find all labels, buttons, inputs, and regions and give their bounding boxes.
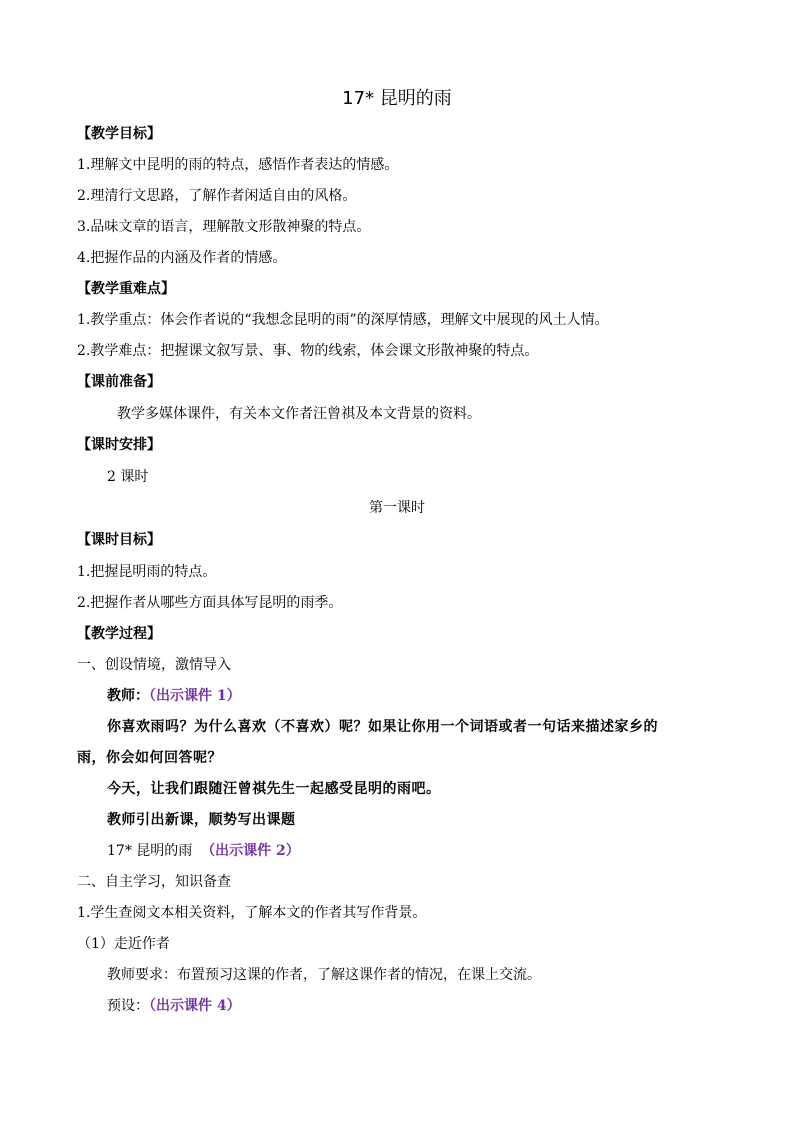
schedule-text: 2 课时 xyxy=(107,469,149,485)
lesson-title: 17* 昆明的雨 xyxy=(107,843,193,859)
courseware-ref: （出示课件 1） xyxy=(149,688,241,704)
intro-line: 教师引出新课，顺势写出课题 xyxy=(107,812,296,828)
heading-keypoints: 【教学重难点】 xyxy=(77,281,175,297)
heading-lesson-goals: 【课时目标】 xyxy=(77,532,161,548)
section-heading: 一、创设情境，激情导入 xyxy=(77,657,231,673)
lesson-goal-item: 2.把握作者从哪些方面具体写昆明的雨季。 xyxy=(77,595,343,611)
keypoint-item: 1.教学重点：体会作者说的“我想念昆明的雨”的深厚情感，理解文中展现的风土人情。 xyxy=(77,312,609,328)
objective-item: 1.理解文中昆明的雨的特点，感悟作者表达的情感。 xyxy=(77,157,399,173)
preset-line xyxy=(107,997,241,1015)
study-item: 1.学生查阅文本相关资料，了解本文的作者其写作背景。 xyxy=(77,905,427,921)
sub-heading: （1）走近作者 xyxy=(77,936,170,952)
objective-item: 4.把握作品的内涵及作者的情感。 xyxy=(77,250,287,266)
lesson-title-line xyxy=(107,842,300,860)
heading-prep: 【课前准备】 xyxy=(77,374,161,390)
teacher-label: 教师： xyxy=(107,688,149,704)
heading-objectives: 【教学目标】 xyxy=(77,126,161,142)
requirement-line: 教师要求：布置预习这课的作者，了解这课作者的情况，在课上交流。 xyxy=(107,967,541,983)
courseware-ref: （出示课件 4） xyxy=(149,998,241,1014)
lesson-one-title: 第一课时 xyxy=(369,500,425,516)
heading-schedule: 【课时安排】 xyxy=(77,437,161,453)
preset-label: 预设： xyxy=(107,998,149,1014)
prep-text: 教学多媒体课件，有关本文作者汪曾祺及本文背景的资料。 xyxy=(117,406,481,422)
courseware-ref: （出示课件 2） xyxy=(201,843,300,859)
section-heading: 二、自主学习，知识备查 xyxy=(77,874,231,890)
objective-item: 2.理清行文思路，了解作者闲适自由的风格。 xyxy=(77,188,357,204)
lesson-goal-item: 1.把握昆明雨的特点。 xyxy=(77,564,217,580)
today-line: 今天，让我们跟随汪曾祺先生一起感受昆明的雨吧。 xyxy=(107,781,441,797)
keypoint-item: 2.教学难点：把握课文叙写景、事、物的线索，体会课文形散神聚的特点。 xyxy=(77,343,539,359)
question-line: 你喜欢雨吗？为什么喜欢（不喜欢）呢？如果让你用一个词语或者一句话来描述家乡的 xyxy=(107,719,658,735)
page-title: 17* 昆明的雨 xyxy=(342,88,452,109)
teacher-line xyxy=(107,687,241,705)
question-line: 雨，你会如何回答呢？ xyxy=(77,750,222,766)
heading-process: 【教学过程】 xyxy=(77,626,161,642)
objective-item: 3.品味文章的语言，理解散文形散神聚的特点。 xyxy=(77,219,371,235)
